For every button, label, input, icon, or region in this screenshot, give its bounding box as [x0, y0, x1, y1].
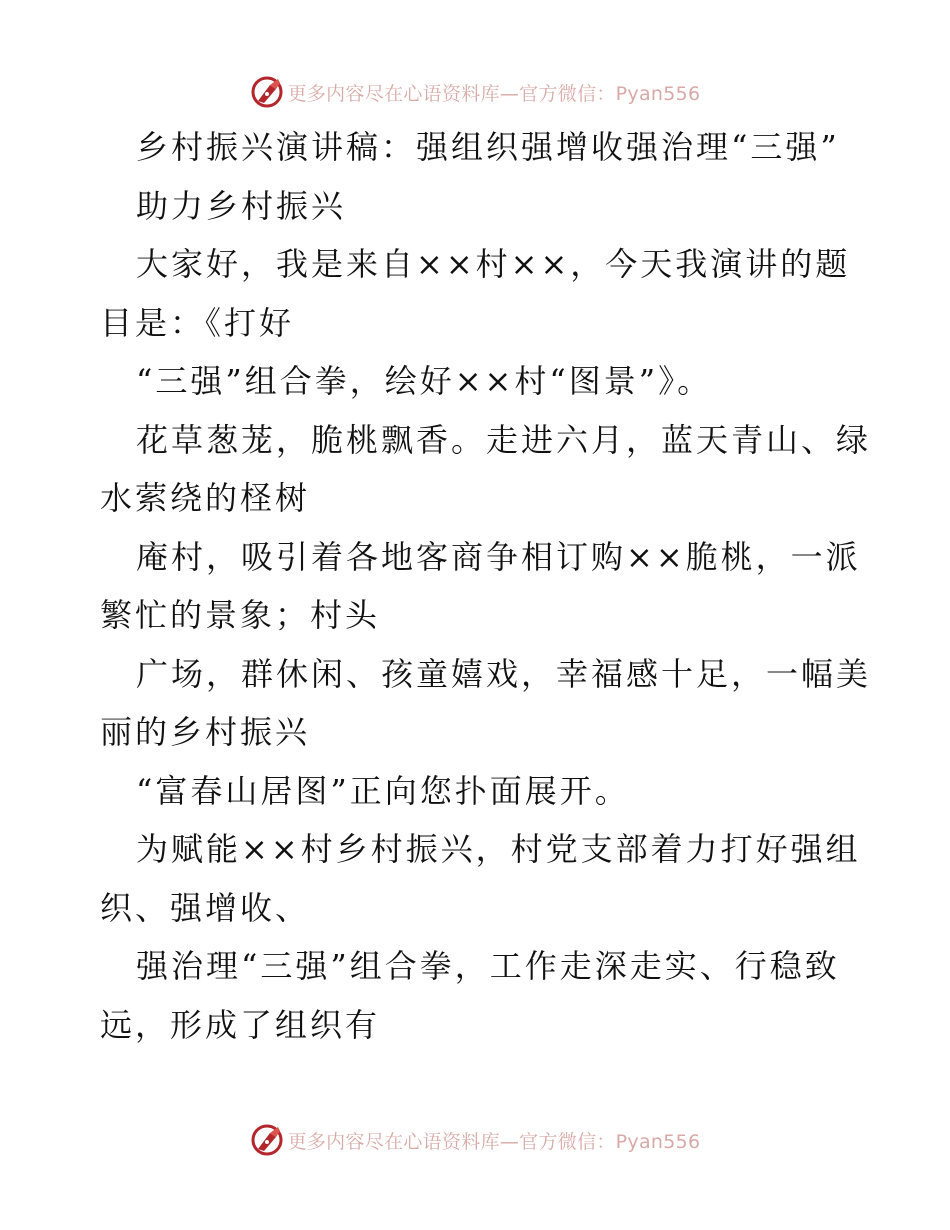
paragraph-line: 大家好，我是来自××村××，今天我演讲的题: [136, 245, 851, 283]
footer-banner-text: 更多内容尽在心语资料库—官方微信：Pyan556: [287, 1130, 701, 1153]
pen-nib-logo-icon: [250, 75, 284, 109]
paragraph-line: 广场，群休闲、孩童嬉戏，幸福感十足，一幅美: [136, 654, 872, 693]
paragraph-line: 丽的乡村振兴: [100, 713, 311, 751]
paragraph-line: “富春山居图”正向您扑面展开。: [136, 771, 630, 810]
paragraph-line: 远，形成了组织有: [100, 1005, 381, 1044]
document-title-line: 乡村振兴演讲稿：强组织强增收强治理“三强”: [136, 128, 840, 166]
paragraph-line: 水萦绕的柽树: [100, 479, 311, 517]
header-banner: [0, 72, 950, 112]
paragraph-line: 繁忙的景象；村头: [100, 596, 381, 634]
document-title-line: 助力乡村振兴: [136, 186, 347, 225]
paragraph-line: 织、强增收、: [100, 888, 311, 927]
paragraph-line: 花草葱茏，脆桃飘香。走进六月，蓝天青山、绿: [136, 420, 872, 459]
paragraph-line: “三强”组合拳，绘好××村“图景”》。: [136, 362, 713, 400]
paragraph-line: 强治理“三强”组合拳，工作走深走实、行稳致: [136, 947, 840, 985]
paragraph-line: 庵村，吸引着各地客商争相订购××脆桃，一派: [136, 537, 861, 576]
paragraph-line: 为赋能××村乡村振兴，村党支部着力打好强组: [136, 830, 861, 868]
footer-banner: [0, 1120, 950, 1160]
pen-nib-logo-icon: [250, 1123, 284, 1157]
paragraph-line: 目是：《打好: [100, 303, 295, 342]
header-banner-text: 更多内容尽在心语资料库—官方微信：Pyan556: [287, 82, 701, 105]
document-body: [100, 118, 872, 1054]
